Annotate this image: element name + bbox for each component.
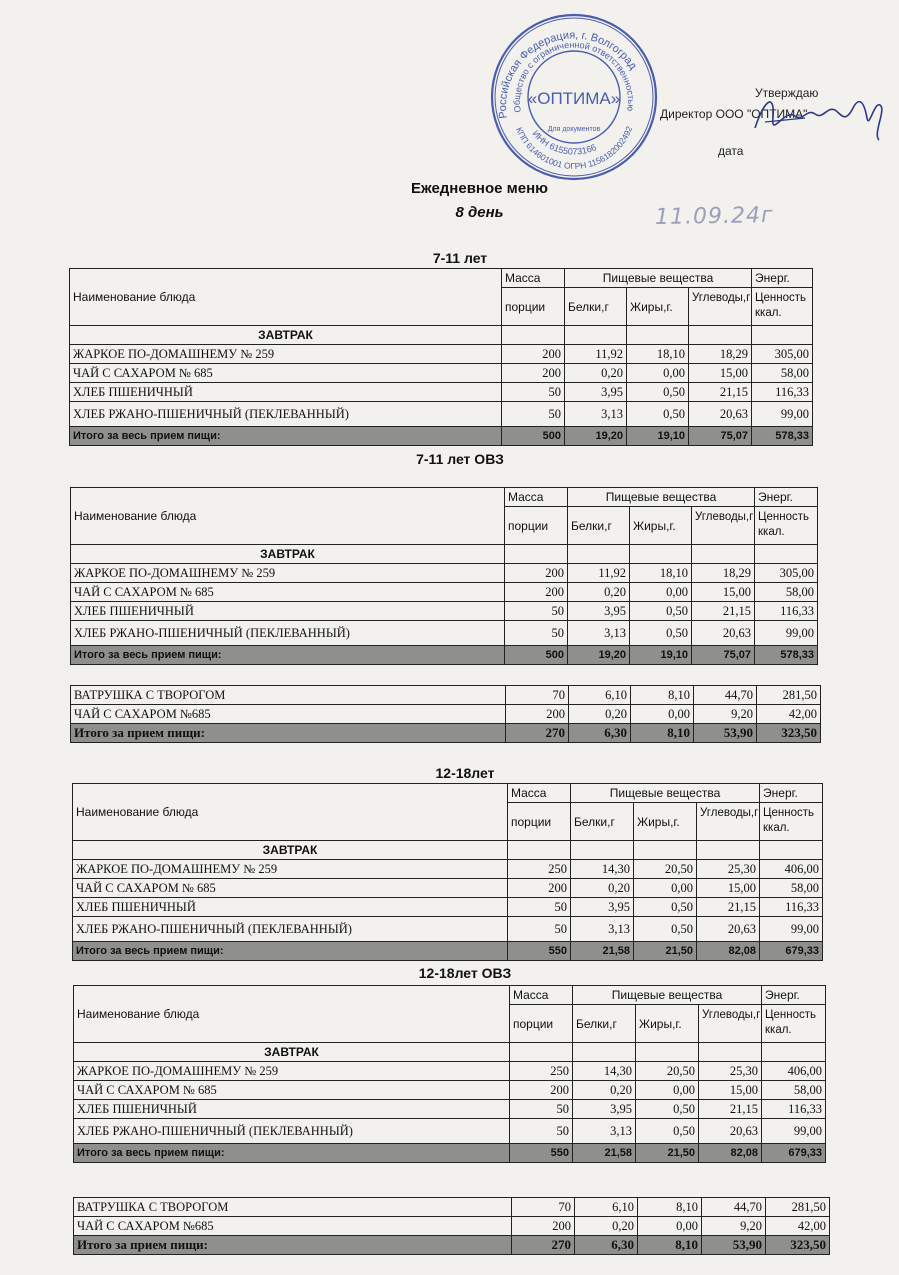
- col-name-header: Наименование блюда: [73, 784, 508, 841]
- col-nutrients-header: Пищевые вещества: [565, 269, 752, 288]
- table-row: ХЛЕБ РЖАНО-ПШЕНИЧНЫЙ (ПЕКЛЕВАННЫЙ) 50 3,13 0,50 20,63 99,00: [70, 402, 813, 427]
- col-name-header: Наименование блюда: [74, 986, 510, 1043]
- menu-table: [69, 268, 813, 446]
- total-row: Итого за весь прием пищи: 550 21,58 21,50 82,08 679,33: [74, 1144, 826, 1163]
- approve-label: Утверждаю: [755, 86, 819, 100]
- day-subtitle: 8 день: [455, 204, 504, 221]
- stamp-kpp-text: КПП 614601001 ОГРН 1156182002492: [514, 124, 635, 172]
- stamp-outer-text: Российская Федерация, г. Волгоград: [496, 29, 639, 120]
- col-carbs-header: Углеводы,г: [689, 288, 752, 326]
- col-protein-header: Белки,г: [571, 803, 634, 841]
- col-energy-sub: Ценность ккал.: [752, 288, 813, 326]
- section-title: 12-18лет: [435, 765, 495, 781]
- handwritten-date: 11.09.24г: [654, 202, 774, 231]
- col-fat-header: Жиры,г.: [634, 803, 697, 841]
- col-mass-sub: порции: [505, 507, 568, 545]
- menu-table: [70, 487, 818, 665]
- table-row: ХЛЕБ ПШЕНИЧНЫЙ 50 3,95 0,50 21,15 116,33: [74, 1100, 826, 1119]
- meal-label: ЗАВТРАК: [71, 545, 505, 564]
- table-row: ЖАРКОЕ ПО-ДОМАШНЕМУ № 259 250 14,30 20,50 25,30 406,00: [73, 860, 823, 879]
- col-fat-header: Жиры,г.: [630, 507, 692, 545]
- company-stamp: [485, 8, 663, 186]
- meal-label: ЗАВТРАК: [74, 1043, 510, 1062]
- col-protein-header: Белки,г: [573, 1005, 636, 1043]
- total-row: Итого за весь прием пищи: 550 21,58 21,50 82,08 679,33: [73, 942, 823, 961]
- col-mass-header: Масса: [510, 986, 573, 1005]
- col-protein-header: Белки,г: [565, 288, 627, 326]
- meal-label: ЗАВТРАК: [70, 326, 502, 345]
- meal-label: ЗАВТРАК: [73, 841, 508, 860]
- col-nutrients-header: Пищевые вещества: [573, 986, 762, 1005]
- table-row: ХЛЕБ РЖАНО-ПШЕНИЧНЫЙ (ПЕКЛЕВАННЫЙ) 50 3,13 0,50 20,63 99,00: [73, 917, 823, 942]
- col-mass-sub: порции: [508, 803, 571, 841]
- col-energy-sub: Ценность ккал.: [762, 1005, 826, 1043]
- total-row: Итого за прием пищи: 270 6,30 8,10 53,90 323,50: [71, 724, 821, 743]
- table-row: ХЛЕБ ПШЕНИЧНЫЙ 50 3,95 0,50 21,15 116,33: [70, 383, 813, 402]
- total-row: Итого за весь прием пищи: 500 19,20 19,10 75,07 578,33: [71, 646, 818, 665]
- col-name-header: Наименование блюда: [70, 269, 502, 326]
- table-row: ХЛЕБ РЖАНО-ПШЕНИЧНЫЙ (ПЕКЛЕВАННЫЙ) 50 3,13 0,50 20,63 99,00: [71, 621, 818, 646]
- table-row: ЧАЙ С САХАРОМ № 685 200 0,20 0,00 15,00 58,00: [71, 583, 818, 602]
- col-mass-header: Масса: [508, 784, 571, 803]
- date-label: дата: [718, 144, 744, 158]
- section-title: 7-11 лет: [432, 250, 488, 266]
- stamp-inner-text: Общество с ограниченной ответственностью: [511, 39, 637, 114]
- table-row: ЖАРКОЕ ПО-ДОМАШНЕМУ № 259 200 11,92 18,10 18,29 305,00: [71, 564, 818, 583]
- col-energy-sub: Ценность ккал.: [760, 803, 823, 841]
- col-energy-header: Энерг.: [762, 986, 826, 1005]
- table-row: ЖАРКОЕ ПО-ДОМАШНЕМУ № 259 250 14,30 20,50 25,30 406,00: [74, 1062, 826, 1081]
- signature-drawing: [745, 88, 895, 158]
- table-row: ЖАРКОЕ ПО-ДОМАШНЕМУ № 259 200 11,92 18,10 18,29 305,00: [70, 345, 813, 364]
- col-nutrients-header: Пищевые вещества: [571, 784, 760, 803]
- col-energy-sub: Ценность ккал.: [755, 507, 818, 545]
- table-row: ХЛЕБ ПШЕНИЧНЫЙ 50 3,95 0,50 21,15 116,33: [73, 898, 823, 917]
- section-title: 12-18лет ОВЗ: [418, 965, 512, 981]
- total-row: Итого за весь прием пищи: 500 19,20 19,10 75,07 578,33: [70, 427, 813, 446]
- col-carbs-header: Углеводы,г: [692, 507, 755, 545]
- table-row: ЧАЙ С САХАРОМ № 685 200 0,20 0,00 15,00 58,00: [74, 1081, 826, 1100]
- table-row: ЧАЙ С САХАРОМ №685 200 0,20 0,00 9,20 42,00: [71, 705, 821, 724]
- snack-table: [70, 685, 821, 743]
- director-label: Директор ООО "ОПТИМА": [660, 107, 808, 121]
- table-row: ВАТРУШКА С ТВОРОГОМ 70 6,10 8,10 44,70 281,50: [74, 1198, 830, 1217]
- menu-table: [73, 985, 826, 1163]
- col-carbs-header: Углеводы,г: [699, 1005, 762, 1043]
- col-name-header: Наименование блюда: [71, 488, 505, 545]
- snack-table: [73, 1197, 830, 1255]
- col-nutrients-header: Пищевые вещества: [568, 488, 755, 507]
- col-energy-header: Энерг.: [752, 269, 813, 288]
- table-row: ЧАЙ С САХАРОМ № 685 200 0,20 0,00 15,00 58,00: [70, 364, 813, 383]
- table-row: ЧАЙ С САХАРОМ № 685 200 0,20 0,00 15,00 58,00: [73, 879, 823, 898]
- col-energy-header: Энерг.: [760, 784, 823, 803]
- col-energy-header: Энерг.: [755, 488, 818, 507]
- col-mass-sub: порции: [502, 288, 565, 326]
- table-row: ЧАЙ С САХАРОМ №685 200 0,20 0,00 9,20 42,00: [74, 1217, 830, 1236]
- col-protein-header: Белки,г: [568, 507, 630, 545]
- col-mass-sub: порции: [510, 1005, 573, 1043]
- page-title: Ежедневное меню: [411, 180, 548, 197]
- col-mass-header: Масса: [502, 269, 565, 288]
- col-carbs-header: Углеводы,г: [697, 803, 760, 841]
- stamp-docs-text: Для документов: [547, 126, 601, 133]
- col-fat-header: Жиры,г.: [636, 1005, 699, 1043]
- table-row: ВАТРУШКА С ТВОРОГОМ 70 6,10 8,10 44,70 281,50: [71, 686, 821, 705]
- section-title: 7-11 лет ОВЗ: [416, 451, 504, 467]
- table-row: ХЛЕБ РЖАНО-ПШЕНИЧНЫЙ (ПЕКЛЕВАННЫЙ) 50 3,13 0,50 20,63 99,00: [74, 1119, 826, 1144]
- table-row: ХЛЕБ ПШЕНИЧНЫЙ 50 3,95 0,50 21,15 116,33: [71, 602, 818, 621]
- menu-table: [72, 783, 823, 961]
- stamp-center-text: «ОПТИМА»: [527, 89, 621, 108]
- stamp-inn-text: ИНН 6155073166: [530, 128, 598, 157]
- col-mass-header: Масса: [505, 488, 568, 507]
- col-fat-header: Жиры,г.: [627, 288, 689, 326]
- total-row: Итого за прием пищи: 270 6,30 8,10 53,90 323,50: [74, 1236, 830, 1255]
